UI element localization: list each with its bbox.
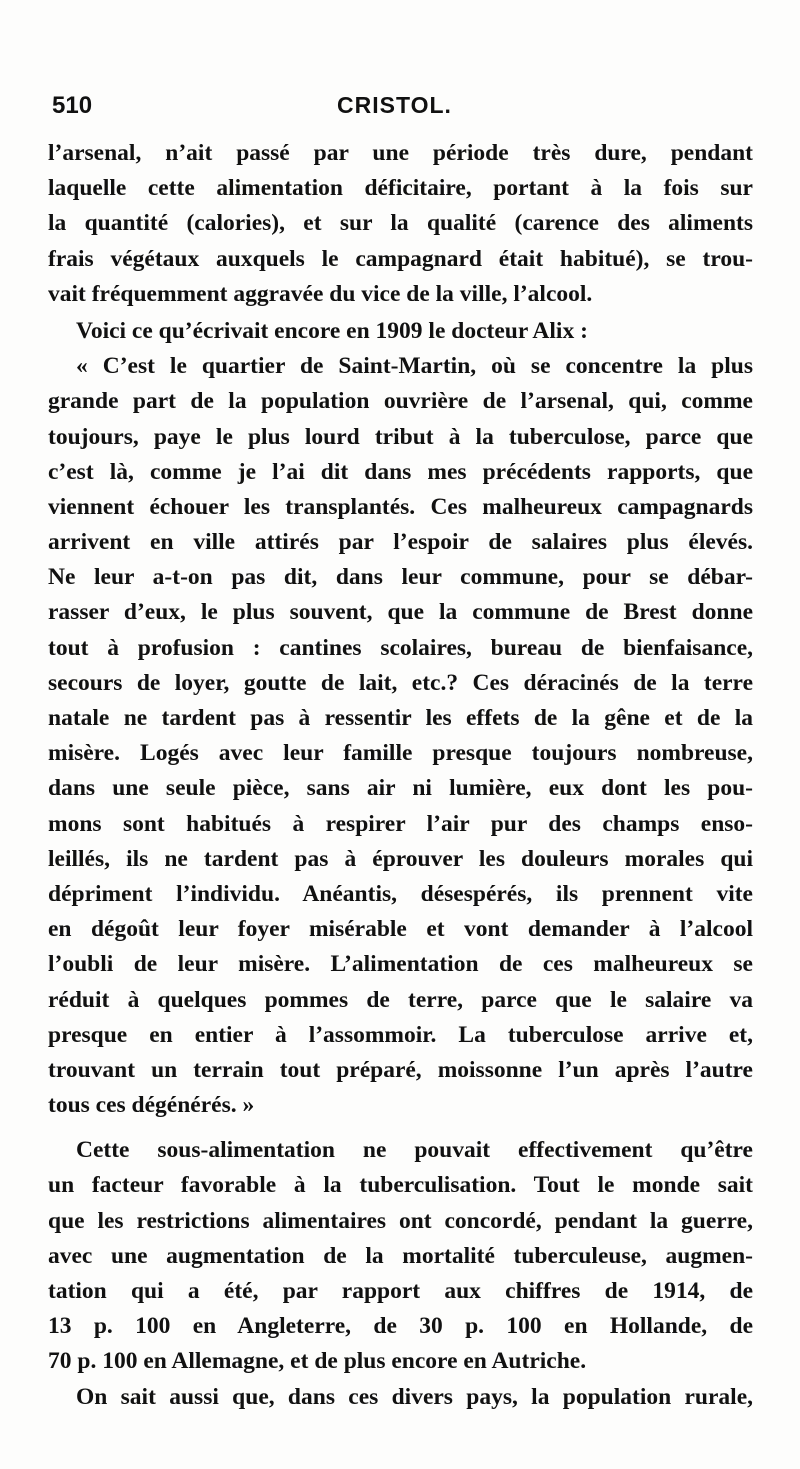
text-line: avec une augmentation de la mortalité tuberculeuse, augmen- bbox=[48, 1242, 753, 1269]
text-line: Ne leur a-t-on pas dit, dans leur commune, pour se débar- bbox=[48, 564, 753, 591]
text-line: Cette sous-alimentation ne pouvait effectivement qu’être bbox=[76, 1137, 753, 1164]
text-line: 13 p. 100 en Angleterre, de 30 p. 100 en Hollande, de bbox=[48, 1313, 753, 1340]
page-header bbox=[52, 92, 752, 128]
text-line: laquelle cette alimentation déficitaire, portant à la fois sur bbox=[48, 175, 753, 202]
text-line: vait fréquemment aggravée du vice de la ville, l’alcool. bbox=[48, 280, 593, 307]
text-line: grande part de la population ouvrière de l’arsenal, qui, comme bbox=[48, 388, 753, 415]
text-line: tout à profusion : cantines scolaires, bureau de bienfaisance, bbox=[48, 634, 753, 661]
text-line: dans une seule pièce, sans air ni lumière, eux dont les pou- bbox=[48, 775, 753, 802]
text-line: On sait aussi que, dans ces divers pays, la population rurale, bbox=[76, 1383, 753, 1410]
text-line: en dégoût leur foyer misérable et vont demander à l’alcool bbox=[48, 916, 753, 943]
text-line: 70 p. 100 en Allemagne, et de plus encore en Autriche. bbox=[48, 1348, 587, 1375]
text-line: rasser d’eux, le plus souvent, que la commune de Brest donne bbox=[48, 599, 753, 626]
text-line: viennent échouer les transplantés. Ces malheureux campagnards bbox=[48, 493, 753, 520]
text-line: c’est là, comme je l’ai dit dans mes précédents rapports, que bbox=[48, 458, 753, 485]
text-line: réduit à quelques pommes de terre, parce que le salaire va bbox=[48, 986, 753, 1013]
text-line: trouvant un terrain tout préparé, moissonne l’un après l’autre bbox=[48, 1056, 753, 1083]
text-line: leillés, ils ne tardent pas à éprouver les douleurs morales qui bbox=[48, 845, 753, 872]
running-head: CRISTOL. bbox=[337, 92, 452, 118]
text-line: l’arsenal, n’ait passé par une période très dure, pendant bbox=[48, 140, 753, 166]
text-line: toujours, paye le plus lourd tribut à la tuberculose, parce que bbox=[48, 423, 753, 450]
text-line: misère. Logés avec leur famille presque toujours nombreuse, bbox=[48, 740, 753, 767]
text-line: arrivent en ville attirés par l’espoir de salaires plus élevés. bbox=[48, 529, 753, 556]
text-line: tous ces dégénérés. » bbox=[48, 1092, 255, 1119]
text-line: dépriment l’individu. Anéantis, désespérés, ils prennent vite bbox=[48, 880, 753, 907]
page-number: 510 bbox=[52, 92, 93, 119]
text-line: mons sont habitués à respirer l’air pur des champs enso- bbox=[48, 810, 753, 837]
text-line: que les restrictions alimentaires ont concordé, pendant la guerre, bbox=[48, 1207, 753, 1234]
text-line: frais végétaux auxquels le campagnard était habitué), se trou- bbox=[48, 245, 753, 272]
body-text bbox=[48, 136, 753, 1415]
text-line: la quantité (calories), et sur la qualité (carence des aliments bbox=[48, 210, 753, 237]
text-line: secours de loyer, goutte de lait, etc.? Ces déracinés de la terre bbox=[48, 669, 753, 696]
text-line: un facteur favorable à la tuberculisation. Tout le monde sait bbox=[48, 1172, 753, 1199]
text-line: l’oubli de leur misère. L’alimentation de ces malheureux se bbox=[48, 951, 753, 978]
text-line: tation qui a été, par rapport aux chiffres de 1914, de bbox=[48, 1278, 753, 1304]
text-line: Voici ce qu’écrivait encore en 1909 le docteur Alix : bbox=[76, 317, 588, 344]
text-line: natale ne tardent pas à ressentir les effets de la gêne et de la bbox=[48, 705, 753, 731]
text-line: presque en entier à l’assommoir. La tuberculose arrive et, bbox=[48, 1021, 753, 1048]
text-line: « C’est le quartier de Saint-Martin, où se concentre la plus bbox=[76, 353, 753, 380]
